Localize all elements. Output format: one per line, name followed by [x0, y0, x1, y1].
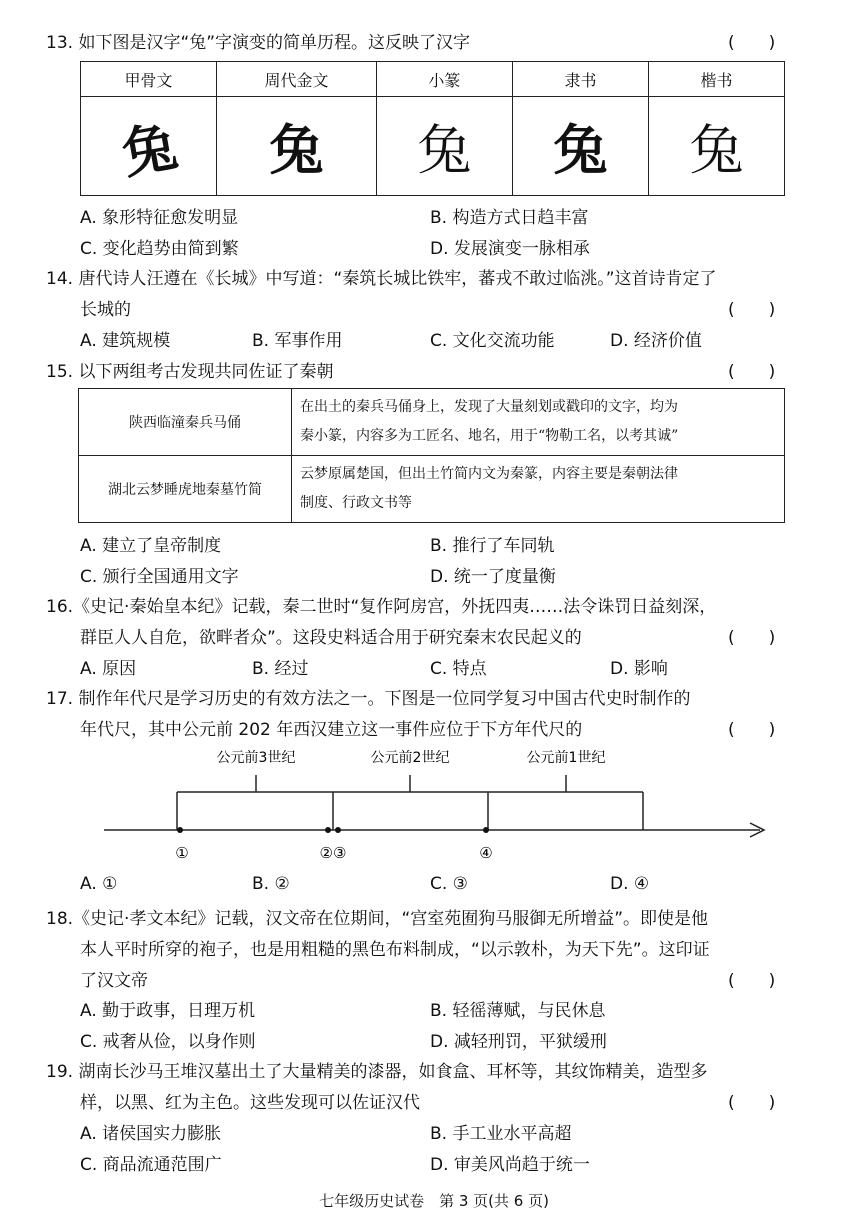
- century-brackets: [177, 775, 643, 830]
- clerical-glyph: 兔: [512, 97, 648, 196]
- q18-answer-paren: ( ): [728, 971, 776, 991]
- table-header: 楷书: [648, 62, 784, 97]
- q19-option-d[interactable]: D. 审美风尚趋于统一: [430, 1155, 590, 1175]
- q15-option-d[interactable]: D. 统一了度量衡: [430, 567, 556, 587]
- q19-stem-cont: 样，以黑、红为主色。这些发现可以佐证汉代: [80, 1093, 420, 1113]
- q16-option-a[interactable]: A. 原因: [80, 659, 137, 679]
- table-header: 甲骨文: [81, 62, 217, 97]
- q13-stem: 13. 如下图是汉字“兔”字演变的简单历程。这反映了汉字: [46, 33, 471, 53]
- q15-stem: 15. 以下两组考古发现共同佐证了秦朝: [46, 362, 334, 382]
- desc-line: 云梦原属楚国，但出土竹简内文为秦篆，内容主要是秦朝法律: [300, 466, 678, 482]
- q17-timeline: [0, 740, 868, 870]
- q14-option-d[interactable]: D. 经济价值: [610, 331, 702, 351]
- q16-option-b[interactable]: B. 经过: [252, 659, 309, 679]
- q18-stem: 18.《史记·孝文本纪》记载，汉文帝在位期间，“宫室苑囿狗马服御无所增益”。即使是他: [46, 909, 709, 929]
- q16-stem-cont: 群臣人人自危，欲畔者众”。这段史料适合用于研究秦末农民起义的: [80, 628, 582, 648]
- page-footer: 七年级历史试卷 第 3 页(共 6 页): [319, 1192, 549, 1210]
- desc-line: 秦小篆，内容多为工匠名、地名，用于“物勒工名，以考其诚”: [300, 428, 679, 444]
- century-label: 公元前2世纪: [370, 750, 450, 766]
- q18-option-c[interactable]: C. 戒奢从俭，以身作则: [80, 1032, 256, 1052]
- oracle-bone-glyph: 兔: [73, 85, 224, 206]
- q16-stem: 16.《史记·秦始皇本纪》记载，秦二世时“复作阿房宫，外抚四夷……法令诛罚日益刻深，: [46, 597, 717, 617]
- bronze-glyph: 兔: [217, 97, 377, 196]
- desc-line: 在出土的秦兵马俑身上，发现了大量刻划或戳印的文字，均为: [300, 399, 678, 415]
- table-header: 周代金文: [217, 62, 377, 97]
- marker-label: ②③: [319, 844, 347, 862]
- q16-option-d[interactable]: D. 影响: [610, 659, 668, 679]
- q14-option-a[interactable]: A. 建筑规模: [80, 331, 171, 351]
- q16-answer-paren: ( ): [728, 628, 776, 648]
- table-cell-desc: [292, 456, 785, 523]
- marker-label: ④: [479, 844, 493, 862]
- q17-answer-paren: ( ): [728, 720, 776, 740]
- table-cell-site: 陕西临潼秦兵马俑: [79, 389, 292, 456]
- q17-option-c[interactable]: C. ③: [430, 874, 468, 894]
- regular-glyph: 兔: [648, 97, 784, 196]
- q19-option-a[interactable]: A. 诸侯国实力膨胀: [80, 1124, 222, 1144]
- q19-option-b[interactable]: B. 手工业水平高超: [430, 1124, 572, 1144]
- q19-option-c[interactable]: C. 商品流通范围广: [80, 1155, 222, 1175]
- table-header: 隶书: [512, 62, 648, 97]
- q18-option-a[interactable]: A. 勤于政事，日理万机: [80, 1001, 256, 1021]
- century-label: 公元前1世纪: [526, 750, 606, 766]
- q15-archaeology-table: [78, 388, 785, 523]
- q13-answer-paren: ( ): [728, 33, 776, 53]
- q19-answer-paren: ( ): [728, 1093, 776, 1113]
- q17-option-a[interactable]: A. ①: [80, 874, 118, 894]
- table-cell-site: 湖北云梦睡虎地秦墓竹简: [79, 456, 292, 523]
- q17-option-d[interactable]: D. ④: [610, 874, 650, 894]
- q14-answer-paren: ( ): [728, 300, 776, 320]
- q14-option-b[interactable]: B. 军事作用: [252, 331, 343, 351]
- seal-glyph: 兔: [376, 97, 512, 196]
- table-cell-desc: [292, 389, 785, 456]
- q15-option-c[interactable]: C. 颁行全国通用文字: [80, 567, 239, 587]
- q15-answer-paren: ( ): [728, 362, 776, 382]
- desc-line: 制度、行政文书等: [300, 495, 412, 511]
- q16-option-c[interactable]: C. 特点: [430, 659, 487, 679]
- q15-option-b[interactable]: B. 推行了车同轨: [430, 536, 555, 556]
- q19-stem: 19. 湖南长沙马王堆汉墓出土了大量精美的漆器，如食盒、耳杯等，其纹饰精美，造型多: [46, 1062, 708, 1082]
- q18-option-d[interactable]: D. 减轻刑罚，平狱缓刑: [430, 1032, 607, 1052]
- q14-stem-cont: 长城的: [80, 300, 131, 320]
- q15-option-a[interactable]: A. 建立了皇帝制度: [80, 536, 222, 556]
- q14-stem: 14. 唐代诗人汪遵在《长城》中写道：“秦筑长城比铁牢，蕃戎不敢过临洮。”这首诗肯定了: [46, 269, 717, 289]
- q18-option-b[interactable]: B. 轻徭薄赋，与民休息: [430, 1001, 606, 1021]
- q13-option-c[interactable]: C. 变化趋势由简到繁: [80, 239, 239, 259]
- marker-label: ①: [175, 844, 189, 862]
- q18-stem-cont: 了汉文帝: [80, 971, 148, 991]
- q17-stem-cont: 年代尺，其中公元前 202 年西汉建立这一事件应位于下方年代尺的: [80, 720, 583, 740]
- q17-stem: 17. 制作年代尺是学习历史的有效方法之一。下图是一位同学复习中国古代史时制作的: [46, 689, 691, 709]
- q13-char-evolution-table: [80, 61, 785, 196]
- q14-option-c[interactable]: C. 文化交流功能: [430, 331, 555, 351]
- q13-option-a[interactable]: A. 象形特征愈发明显: [80, 208, 239, 228]
- century-label: 公元前3世纪: [216, 750, 296, 766]
- table-header: 小篆: [376, 62, 512, 97]
- q18-stem-cont: 本人平时所穿的袍子，也是用粗糙的黑色布料制成，“以示敦朴，为天下先”。这印证: [80, 940, 710, 960]
- q13-option-b[interactable]: B. 构造方式日趋丰富: [430, 208, 589, 228]
- q17-option-b[interactable]: B. ②: [252, 874, 290, 894]
- q13-option-d[interactable]: D. 发展演变一脉相承: [430, 239, 590, 259]
